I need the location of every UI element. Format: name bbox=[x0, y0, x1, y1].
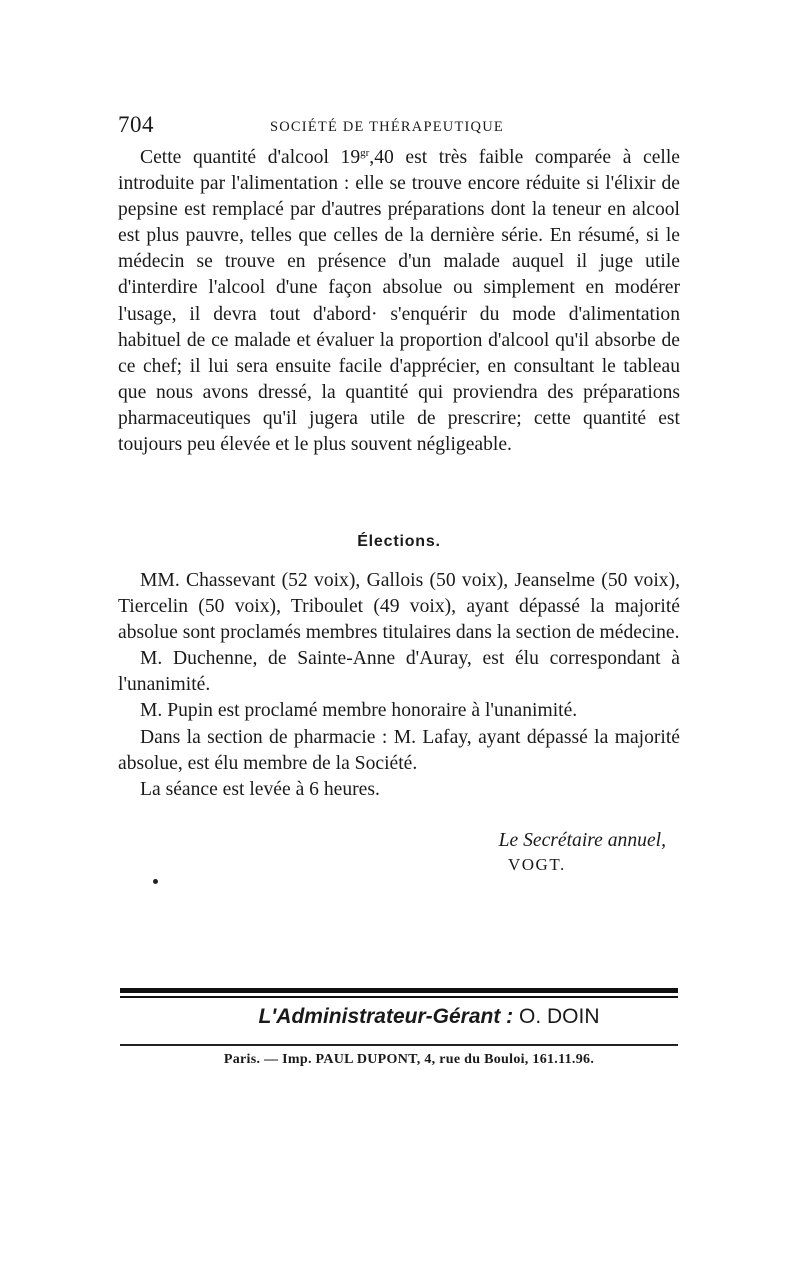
footer-rule-thick bbox=[120, 988, 678, 993]
body-paragraph: Cette quantité d'alcool $19^{gr},40$ est très faible comparée à celle introduite par l'alimentation : elle se trouve encore réduite si l'élixir de pepsine est remplacé par d'autres préparations dont la teneur en alcool est plus pauvre, telles que celles de la dernière série. En résumé, si le médecin se trouve en présence d'un malade auquel il juge utile d'interdire l'alcool d'une façon absolue ou simplement en modérer l'usage, il devra tout d'abord· s'enquérir du mode d'alimentation habituel de ce malade et évaluer la proportion d'alcool qu'il absorbe de ce chef; il lui sera ensuite facile d'apprécier, en consultant le tableau que nous avons dressé, la quantité qui proviendra des préparations pharmaceutiques qu'il jugera utile de prescrire; cette quantité est toujours peu élevée et le plus souvent négligeable. bbox=[118, 147, 680, 456]
footer-rule-thin bbox=[120, 996, 678, 998]
signature-title: Le Secrétaire annuel, bbox=[498, 830, 666, 851]
administrator-line bbox=[120, 1005, 678, 1029]
page-header bbox=[118, 112, 678, 142]
administrator-label: L'Administrateur-Gérant : bbox=[258, 1005, 514, 1028]
unit-superscript: gr bbox=[360, 147, 370, 159]
imprint-rule bbox=[120, 1044, 678, 1046]
elections-paragraph: MM. Chassevant (52 voix), Gallois (50 voix), Jeanselme (50 voix), Tiercelin (50 voix), Triboulet (49 voix), ayant dépassé la majorité absolue sont proclamés membres titulaires dans la section de médecine. bbox=[118, 570, 680, 644]
ink-speck bbox=[153, 879, 158, 884]
elections-text bbox=[118, 568, 680, 803]
elections-paragraph: M. Duchenne, de Sainte-Anne d'Auray, est élu correspondant à l'unanimité. bbox=[118, 648, 680, 696]
administrator-name: O. DOIN bbox=[519, 1005, 600, 1028]
elections-paragraph: La séance est levée à 6 heures. bbox=[140, 778, 380, 800]
signature-name: VOGT. bbox=[508, 855, 566, 874]
printer-imprint: Paris. — Imp. PAUL DUPONT, 4, rue du Bouloi, 161.11.96. bbox=[223, 1052, 595, 1067]
page-number: 704 bbox=[118, 112, 154, 137]
elections-paragraph: Dans la section de pharmacie : M. Lafay, ayant dépassé la majorité absolue, est élu membre de la Société. bbox=[118, 726, 680, 774]
body-text bbox=[118, 145, 680, 458]
elections-paragraph: M. Pupin est proclamé membre honoraire à l'unanimité. bbox=[140, 700, 578, 722]
section-heading-elections: Élections. bbox=[357, 533, 441, 550]
running-head: SOCIÉTÉ DE THÉRAPEUTIQUE bbox=[270, 119, 504, 135]
